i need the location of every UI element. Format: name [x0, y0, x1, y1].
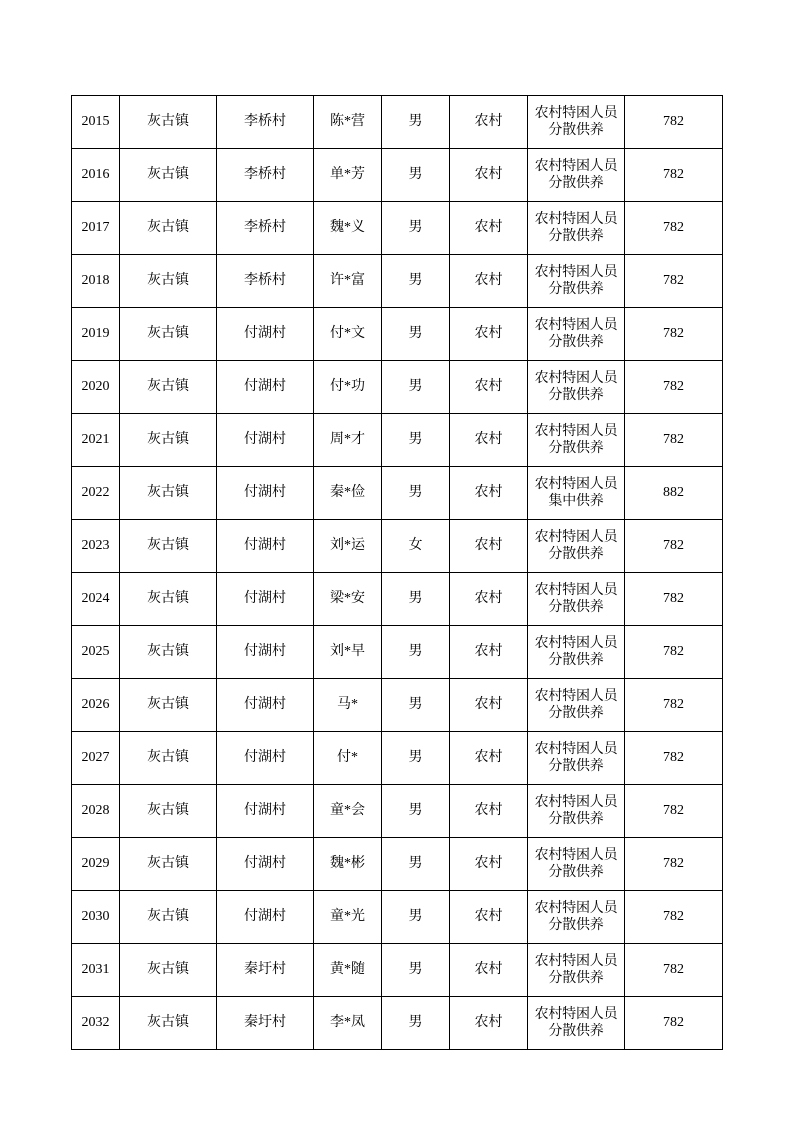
category-text: 农村特困人员分散供养	[534, 1006, 618, 1039]
cell-name: 魏*义	[314, 202, 382, 255]
cell-town: 灰古镇	[120, 732, 217, 785]
cell-sex: 男	[382, 149, 450, 202]
cell-sequence: 2024	[72, 573, 120, 626]
cell-sex: 男	[382, 202, 450, 255]
cell-town: 灰古镇	[120, 573, 217, 626]
cell-sex: 男	[382, 255, 450, 308]
category-text: 农村特困人员分散供养	[534, 900, 618, 933]
cell-sex: 男	[382, 732, 450, 785]
cell-category	[528, 467, 625, 520]
cell-name: 陈*营	[314, 96, 382, 149]
table-row	[72, 785, 723, 838]
cell-name: 付*功	[314, 361, 382, 414]
category-text: 农村特困人员分散供养	[534, 317, 618, 350]
cell-amount: 782	[625, 255, 723, 308]
cell-sex: 男	[382, 838, 450, 891]
cell-name: 马*	[314, 679, 382, 732]
cell-amount: 882	[625, 467, 723, 520]
cell-sequence: 2019	[72, 308, 120, 361]
cell-household-type: 农村	[450, 255, 528, 308]
cell-town: 灰古镇	[120, 944, 217, 997]
cell-household-type: 农村	[450, 838, 528, 891]
table-row	[72, 679, 723, 732]
cell-amount: 782	[625, 732, 723, 785]
cell-household-type: 农村	[450, 149, 528, 202]
cell-amount: 782	[625, 520, 723, 573]
cell-category	[528, 838, 625, 891]
category-text: 农村特困人员分散供养	[534, 847, 618, 880]
category-text: 农村特困人员分散供养	[534, 953, 618, 986]
cell-household-type: 农村	[450, 520, 528, 573]
cell-amount: 782	[625, 626, 723, 679]
cell-sex: 男	[382, 414, 450, 467]
cell-village: 李桥村	[217, 255, 314, 308]
table-row	[72, 255, 723, 308]
cell-village: 李桥村	[217, 202, 314, 255]
cell-name: 刘*早	[314, 626, 382, 679]
cell-category	[528, 255, 625, 308]
cell-category	[528, 679, 625, 732]
cell-category	[528, 732, 625, 785]
cell-sequence: 2020	[72, 361, 120, 414]
cell-sequence: 2031	[72, 944, 120, 997]
table-row	[72, 838, 723, 891]
category-text: 农村特困人员分散供养	[534, 741, 618, 774]
cell-household-type: 农村	[450, 626, 528, 679]
cell-amount: 782	[625, 361, 723, 414]
cell-town: 灰古镇	[120, 626, 217, 679]
cell-town: 灰古镇	[120, 414, 217, 467]
cell-village: 付湖村	[217, 785, 314, 838]
cell-name: 黄*随	[314, 944, 382, 997]
cell-sex: 男	[382, 573, 450, 626]
cell-household-type: 农村	[450, 202, 528, 255]
cell-category	[528, 785, 625, 838]
cell-amount: 782	[625, 149, 723, 202]
cell-household-type: 农村	[450, 96, 528, 149]
table-row	[72, 573, 723, 626]
table-row	[72, 467, 723, 520]
cell-amount: 782	[625, 838, 723, 891]
cell-sex: 男	[382, 308, 450, 361]
cell-village: 付湖村	[217, 414, 314, 467]
cell-household-type: 农村	[450, 785, 528, 838]
cell-town: 灰古镇	[120, 149, 217, 202]
cell-village: 付湖村	[217, 679, 314, 732]
cell-amount: 782	[625, 96, 723, 149]
cell-amount: 782	[625, 891, 723, 944]
cell-category	[528, 149, 625, 202]
cell-amount: 782	[625, 414, 723, 467]
category-text: 农村特困人员分散供养	[534, 794, 618, 827]
cell-village: 付湖村	[217, 520, 314, 573]
cell-sex: 男	[382, 679, 450, 732]
category-text: 农村特困人员分散供养	[534, 211, 618, 244]
table-container	[71, 95, 722, 1050]
cell-name: 付*文	[314, 308, 382, 361]
cell-name: 秦*俭	[314, 467, 382, 520]
cell-amount: 782	[625, 573, 723, 626]
cell-village: 付湖村	[217, 838, 314, 891]
category-text: 农村特困人员分散供养	[534, 688, 618, 721]
cell-household-type: 农村	[450, 414, 528, 467]
cell-name: 魏*彬	[314, 838, 382, 891]
cell-sequence: 2029	[72, 838, 120, 891]
category-text: 农村特困人员分散供养	[534, 370, 618, 403]
cell-village: 付湖村	[217, 573, 314, 626]
cell-sequence: 2021	[72, 414, 120, 467]
cell-name: 刘*运	[314, 520, 382, 573]
category-text: 农村特困人员集中供养	[534, 476, 618, 509]
cell-town: 灰古镇	[120, 785, 217, 838]
cell-household-type: 农村	[450, 308, 528, 361]
cell-town: 灰古镇	[120, 467, 217, 520]
table-row	[72, 520, 723, 573]
table-row	[72, 202, 723, 255]
cell-village: 李桥村	[217, 149, 314, 202]
cell-sequence: 2026	[72, 679, 120, 732]
cell-town: 灰古镇	[120, 202, 217, 255]
cell-household-type: 农村	[450, 891, 528, 944]
cell-amount: 782	[625, 785, 723, 838]
cell-sex: 男	[382, 626, 450, 679]
table-row	[72, 944, 723, 997]
cell-sequence: 2015	[72, 96, 120, 149]
cell-name: 付*	[314, 732, 382, 785]
cell-household-type: 农村	[450, 944, 528, 997]
cell-sequence: 2030	[72, 891, 120, 944]
cell-sex: 男	[382, 96, 450, 149]
cell-sequence: 2022	[72, 467, 120, 520]
cell-name: 梁*安	[314, 573, 382, 626]
cell-household-type: 农村	[450, 679, 528, 732]
category-text: 农村特困人员分散供养	[534, 529, 618, 562]
cell-category	[528, 573, 625, 626]
cell-town: 灰古镇	[120, 361, 217, 414]
cell-household-type: 农村	[450, 732, 528, 785]
cell-sequence: 2016	[72, 149, 120, 202]
cell-town: 灰古镇	[120, 520, 217, 573]
cell-category	[528, 626, 625, 679]
table-row	[72, 626, 723, 679]
category-text: 农村特困人员分散供养	[534, 158, 618, 191]
cell-amount: 782	[625, 679, 723, 732]
cell-sequence: 2028	[72, 785, 120, 838]
table-row	[72, 96, 723, 149]
cell-amount: 782	[625, 308, 723, 361]
assistance-recipients-table	[71, 95, 723, 1050]
category-text: 农村特困人员分散供养	[534, 423, 618, 456]
cell-category	[528, 997, 625, 1050]
table-row	[72, 361, 723, 414]
category-text: 农村特困人员分散供养	[534, 635, 618, 668]
cell-name: 童*光	[314, 891, 382, 944]
cell-village: 付湖村	[217, 891, 314, 944]
cell-category	[528, 944, 625, 997]
cell-name: 李*凤	[314, 997, 382, 1050]
cell-amount: 782	[625, 997, 723, 1050]
cell-sequence: 2023	[72, 520, 120, 573]
category-text: 农村特困人员分散供养	[534, 105, 618, 138]
cell-village: 秦圩村	[217, 997, 314, 1050]
cell-sequence: 2027	[72, 732, 120, 785]
table-row	[72, 891, 723, 944]
cell-category	[528, 520, 625, 573]
category-text: 农村特困人员分散供养	[534, 264, 618, 297]
cell-village: 付湖村	[217, 467, 314, 520]
table-row	[72, 732, 723, 785]
cell-sex: 男	[382, 361, 450, 414]
cell-amount: 782	[625, 202, 723, 255]
cell-name: 童*会	[314, 785, 382, 838]
table-row	[72, 308, 723, 361]
cell-sequence: 2018	[72, 255, 120, 308]
cell-category	[528, 202, 625, 255]
table-row	[72, 997, 723, 1050]
cell-sex: 男	[382, 997, 450, 1050]
cell-town: 灰古镇	[120, 255, 217, 308]
cell-sequence: 2025	[72, 626, 120, 679]
cell-town: 灰古镇	[120, 997, 217, 1050]
cell-name: 单*芳	[314, 149, 382, 202]
cell-town: 灰古镇	[120, 891, 217, 944]
cell-sex: 女	[382, 520, 450, 573]
cell-household-type: 农村	[450, 361, 528, 414]
cell-household-type: 农村	[450, 467, 528, 520]
cell-household-type: 农村	[450, 997, 528, 1050]
cell-sex: 男	[382, 467, 450, 520]
cell-town: 灰古镇	[120, 96, 217, 149]
cell-category	[528, 361, 625, 414]
cell-sex: 男	[382, 944, 450, 997]
cell-category	[528, 308, 625, 361]
table-body	[72, 96, 723, 1050]
cell-village: 付湖村	[217, 732, 314, 785]
cell-name: 周*才	[314, 414, 382, 467]
cell-village: 付湖村	[217, 626, 314, 679]
cell-sequence: 2017	[72, 202, 120, 255]
category-text: 农村特困人员分散供养	[534, 582, 618, 615]
cell-category	[528, 414, 625, 467]
cell-town: 灰古镇	[120, 838, 217, 891]
cell-village: 付湖村	[217, 361, 314, 414]
cell-village: 秦圩村	[217, 944, 314, 997]
cell-town: 灰古镇	[120, 308, 217, 361]
cell-village: 付湖村	[217, 308, 314, 361]
cell-sequence: 2032	[72, 997, 120, 1050]
cell-sex: 男	[382, 891, 450, 944]
cell-name: 许*富	[314, 255, 382, 308]
cell-amount: 782	[625, 944, 723, 997]
cell-town: 灰古镇	[120, 679, 217, 732]
table-row	[72, 149, 723, 202]
cell-category	[528, 891, 625, 944]
table-row	[72, 414, 723, 467]
cell-category	[528, 96, 625, 149]
cell-household-type: 农村	[450, 573, 528, 626]
cell-village: 李桥村	[217, 96, 314, 149]
cell-sex: 男	[382, 785, 450, 838]
